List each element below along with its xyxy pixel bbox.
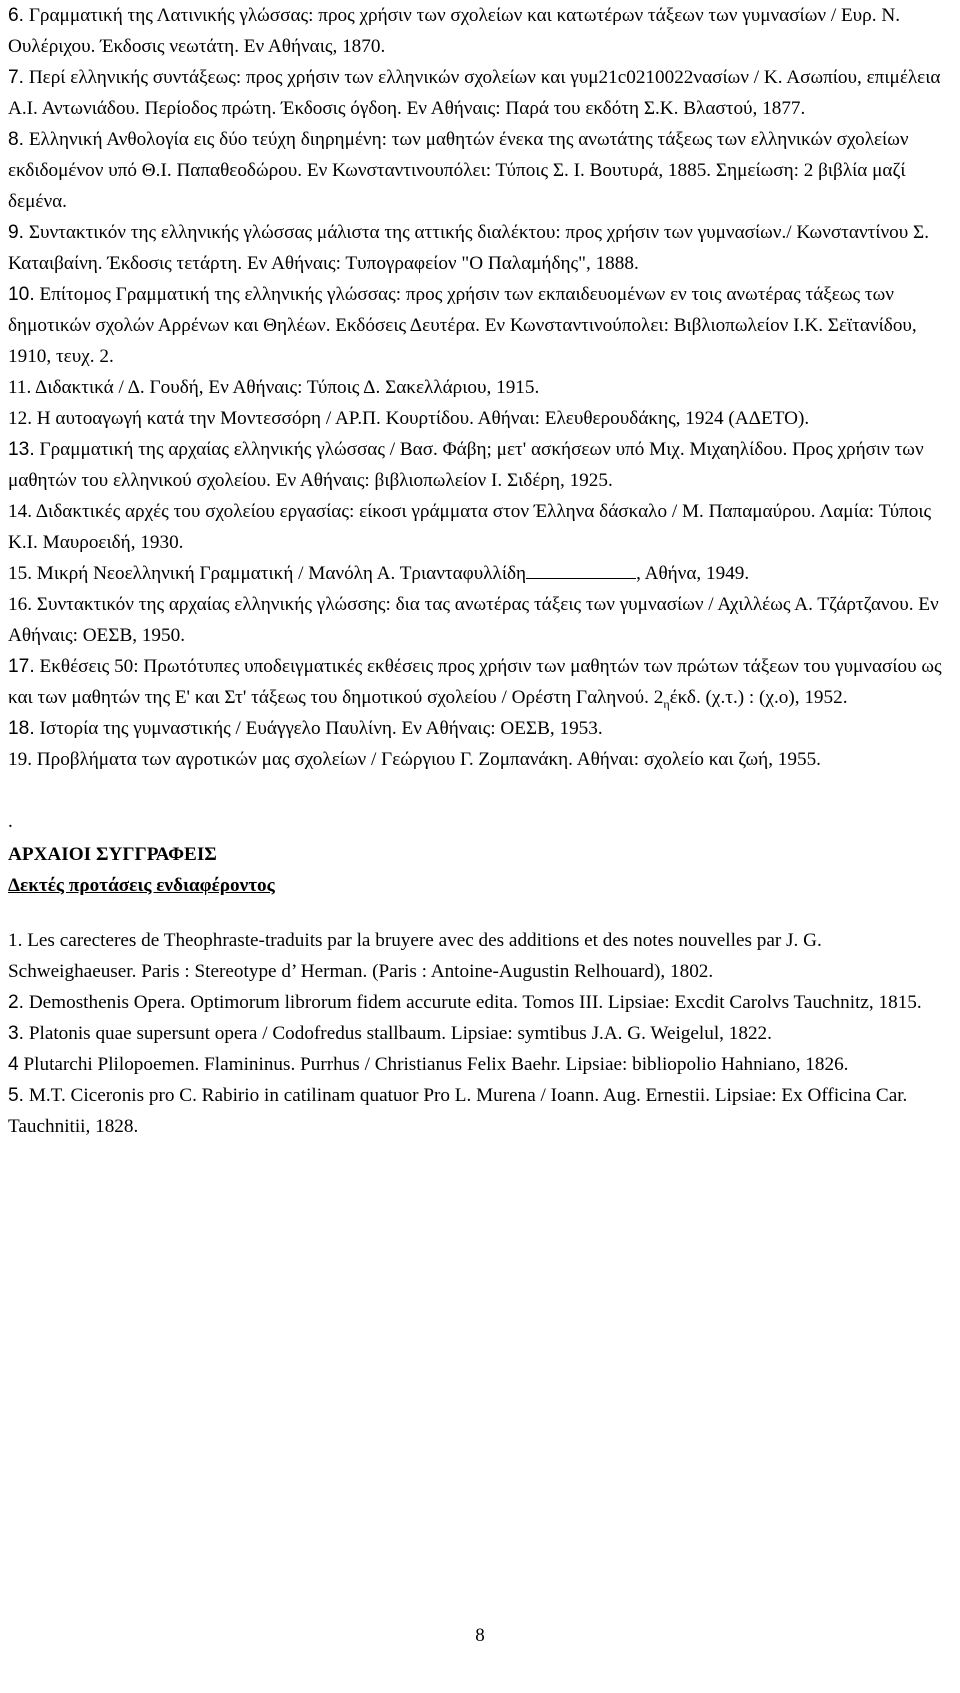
entry-text: Ιστορία της γυμναστικής / Ευάγγελο Παυλίνη. Εν Αθήναις: ΟΕΣΒ, 1953. (34, 718, 603, 739)
bibliography-entry-19 (8, 744, 953, 775)
entry-number: 17. (8, 656, 35, 677)
entry-text: Συντακτικόν της αρχαίας ελληνικής γλώσσης: δια τας ανωτέρας τάξεις των γυμνασίων / Αχιλλέως Α. Τζάρτζανου. Εν Αθήναις: ΟΕΣΒ, 1950. (8, 594, 939, 646)
latin-entry-2 (8, 987, 953, 1018)
entry-text: Διδακτικά / Δ. Γουδή, Εν Αθήναις: Τύποις Δ. Σακελλάριου, 1915. (31, 377, 540, 398)
entry-number: 10. (8, 284, 35, 305)
bibliography-entry-6 (8, 0, 953, 62)
entry-text-tail: , Αθήνα, 1949. (636, 563, 750, 584)
edition-subscript: η (663, 696, 670, 711)
entry-text: M.T. Ciceronis pro C. Rabirio in catilinam quatuor Pro L. Murena / Ioann. Aug. Ernestii. Lipsiae: Ex Officina Car. Tauchnitii, 1828. (8, 1085, 908, 1137)
entry-number: 19. (8, 749, 32, 770)
bibliography-entry-10 (8, 279, 953, 372)
entry-number: 2. (8, 992, 25, 1013)
entry-text: Περί ελληνικής συντάξεως: προς χρήσιν των ελληνικών σχολείων και γυμ21c0210022νασίων / Κ. Ασωπίου, επιμέλεια Α.Ι. Αντωνιάδου. Περίοδος πρώτη. Έκδοσις όγδοη. Εν Αθήναις: Παρά του εκδότη Σ.Κ. Βλαστού, 1877. (8, 67, 941, 119)
entry-number: 5. (8, 1085, 25, 1106)
bibliography-entry-17 (8, 651, 953, 713)
entry-text: Μικρή Νεοελληνική Γραμματική / Μανόλη Α. Τριανταφυλλίδη (31, 563, 527, 584)
latin-entry-5 (8, 1080, 953, 1142)
bibliography-entry-13 (8, 434, 953, 496)
stray-dot: . (8, 811, 13, 832)
entry-text: Προβλήματα των αγροτικών μας σχολείων / Γεώργιου Γ. Ζομπανάκη. Αθήναι: σχολείο και ζωή, 1955. (31, 749, 821, 770)
bibliography-entry-11 (8, 372, 953, 403)
entry-number: 11. (8, 377, 32, 398)
section-title: ΑΡΧΑΙΟΙ ΣΥΓΓΡΑΦΕΙΣ (8, 844, 217, 865)
entry-number: 13. (8, 439, 35, 460)
bibliography-entry-14 (8, 496, 953, 558)
bibliography-entry-18 (8, 713, 953, 744)
latin-entry-3 (8, 1018, 953, 1049)
spacer (8, 775, 953, 806)
entry-text: Επίτομος Γραμματική της ελληνικής γλώσσας: προς χρήσιν των εκπαιδευομένων εν τοις ανωτέρας τάξεως των δημοτικών σχολών Αρρένων και Θηλέων. Εκδόσεις Δευτέρα. Εν Κωνσταντινούπολει: Βιβλιοπωλείον Ι.Κ. Σεϊτανίδου, 1910, τευχ. 2. (8, 284, 917, 367)
entry-number: 8. (8, 129, 25, 150)
entry-text: Συντακτικόν της ελληνικής γλώσσας μάλιστα της αττικής διαλέκτου: προς χρήσιν των γυμνασίων./ Κωνσταντίνου Σ. Καταιβαίνη. Έκδοσις τετάρτη. Εν Αθήναις: Τυπογραφείον "Ο Παλαμήδης", 1888. (8, 222, 930, 274)
entry-text: Η αυτοαγωγή κατά την Μοντεσσόρη / ΑΡ.Π. Κουρτίδου. Αθήναι: Ελευθερουδάκης, 1924 (ΑΔΕΤΟ). (31, 408, 810, 429)
bibliography-entry-16 (8, 589, 953, 651)
latin-entry-4 (8, 1049, 953, 1080)
entry-text: Demosthenis Opera. Optimorum librorum fidem accurute edita. Tomos III. Lipsiae: Excdit Carolvs Tauchnitz, 1815. (24, 992, 922, 1013)
entry-text: Γραμματική της αρχαίας ελληνικής γλώσσας / Βασ. Φάβη; μετ' ασκήσεων υπό Μιχ. Μιχαηλίδου. Προς χρήσιν των μαθητών του ελληνικού σχολείου. Εν Αθήναις: βιβλιοπωλείον Ι. Σιδέρη, 1925. (8, 439, 924, 491)
section-subtitle: Δεκτές προτάσεις ενδιαφέροντος (8, 875, 275, 896)
document-page (8, 0, 953, 1142)
spacer (8, 901, 953, 925)
entry-number: 16. (8, 594, 32, 615)
entry-text: Εκθέσεις 50: Πρωτότυπες υποδειγματικές εκθέσεις προς χρήσιν των μαθητών των πρώτων τάξεων του γυμνασίου ως και των μαθητών της Ε' και Στ' τάξεως του δημοτικού σχολείου / Ορέστη Γαληνού. 2 (8, 656, 942, 708)
latin-entry-1 (8, 925, 953, 987)
bibliography-entry-12 (8, 403, 953, 434)
page-number: 8 (475, 1625, 485, 1646)
underline-blank (526, 560, 636, 579)
bibliography-entry-8 (8, 124, 953, 217)
entry-number: 1. (8, 930, 23, 951)
entry-text: Plutarchi Plilopoemen. Flamininus. Purrhus / Christianus Felix Baehr. Lipsiae: bibliopolio Hahniano, 1826. (18, 1054, 849, 1075)
entry-text: Γραμματική της Λατινικής γλώσσας: προς χρήσιν των σχολείων και κατωτέρων τάξεων των γυμνασίων / Ευρ. Ν. Ουλέριχου. Έκδοσις νεωτάτη. Εν Αθήναις, 1870. (8, 5, 900, 57)
entry-number: 4 (8, 1054, 19, 1075)
entry-number: 12. (8, 408, 32, 429)
entry-text: Les carecteres de Theophraste-traduits par la bruyere avec des additions et des notes nouvelles par J. G. Schweighaeuser. Paris : Stereotype d’ Herman. (Paris : Antoine-Augustin Relhouard), 1802. (8, 930, 822, 982)
entry-number: 9. (8, 222, 25, 243)
entry-text: Ελληνική Ανθολογία εις δύο τεύχη διηρημένη: των μαθητών ένεκα της ανωτάτης τάξεως των ελληνικών σχολείων εκδιδομένον υπό Θ.Ι. Παπαθεοδώρου. Εν Κωνσταντινουπόλει: Τύποις Σ. Ι. Βουτυρά, 1885. Σημείωση: 2 βιβλία μαζί δεμένα. (8, 129, 909, 212)
entry-text: Διδακτικές αρχές του σχολείου εργασίας: είκοσι γράμματα στον Έλληνα δάσκαλο / Μ. Παπαμαύρου. Λαμία: Τύποις Κ.Ι. Μαυροειδή, 1930. (8, 501, 932, 553)
entry-number: 7. (8, 67, 25, 88)
entry-number: 14. (8, 501, 32, 522)
entry-text: Platonis quae supersunt opera / Codofredus stallbaum. Lipsiae: symtibus J.A. G. Weigelul, 1822. (24, 1023, 772, 1044)
entry-number: 6. (8, 5, 25, 26)
entry-text-tail: έκδ. (χ.τ.) : (χ.ο), 1952. (669, 687, 848, 708)
bibliography-entry-9 (8, 217, 953, 279)
bibliography-entry-7 (8, 62, 953, 124)
entry-number: 18. (8, 718, 35, 739)
bibliography-entry-15 (8, 558, 953, 589)
entry-number: 15. (8, 563, 32, 584)
entry-number: 3. (8, 1023, 25, 1044)
